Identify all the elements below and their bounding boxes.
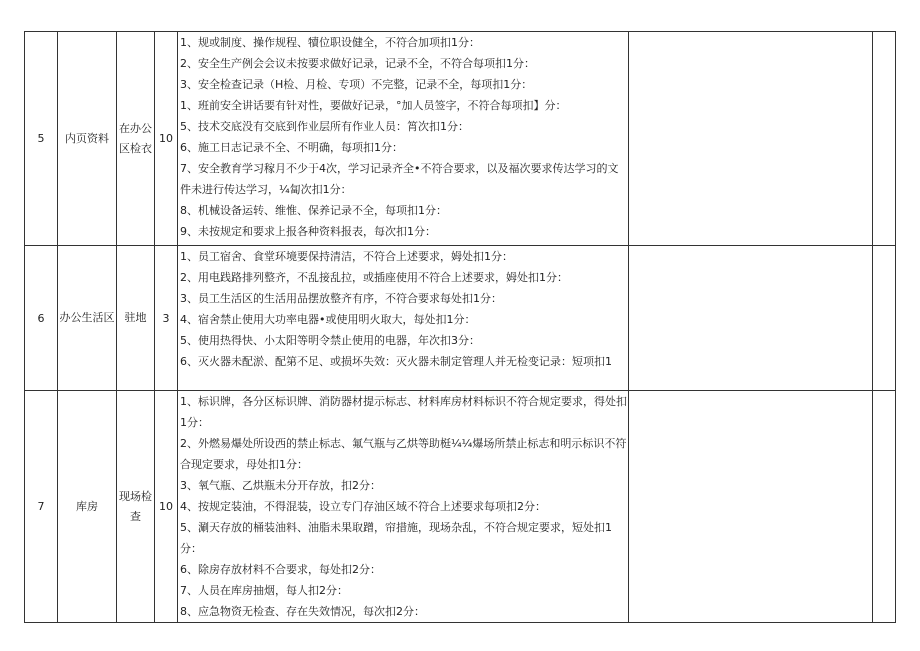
criteria-line: 2、安全生产例会会议未按要求做好记录，记录不全，不符合每项扣1分： bbox=[180, 57, 535, 70]
criteria-line: 1、班前安全讲话要有针对性，要做好记录，°加人员签字，不符合每项扣】分： bbox=[180, 99, 567, 112]
result-cell bbox=[629, 32, 873, 246]
criteria-line: 6、除房存放材料不合要求，每处扣2分： bbox=[180, 563, 381, 576]
criteria-line: 5、技术交底没有交底到作业层所有作业人员：筲次扣1分： bbox=[180, 120, 469, 133]
criteria-line: 4、宿舍禁止使用大功率电器•或使用明火取大，每处扣1分： bbox=[180, 313, 476, 326]
table-row bbox=[25, 246, 896, 391]
criteria-line: 5、涮天存放的桶装油料、油脂未果取蹭，帘措施，现场杂乱，不符合规定要求，短处扣1分： bbox=[180, 521, 612, 555]
inspection-method: 现场检查 bbox=[117, 391, 155, 623]
criteria-line: 3、氧气瓶、乙烘瓶未分开存放，扣2分： bbox=[180, 479, 381, 492]
criteria-line: 1、标识牌，各分区标识牌、消防器材提示标志、材料库房材料标识不符合规定要求，得处扣1分： bbox=[180, 395, 627, 429]
criteria-line: 7、人员在库房抽烟，每人扣2分： bbox=[180, 584, 348, 597]
inspection-item: 办公生活区 bbox=[58, 246, 117, 391]
criteria-line: 3、安全检查记录（H检、月检、专项）不完整，记录不全，每项扣1分： bbox=[180, 78, 533, 91]
criteria-line: 3、员工生活区的生活用品摆放整齐有序，不符合要求每处扣1分： bbox=[180, 292, 502, 305]
criteria-cell bbox=[178, 391, 629, 623]
table-row bbox=[25, 391, 896, 623]
table-row bbox=[25, 32, 896, 246]
criteria-cell bbox=[178, 32, 629, 246]
inspection-method: 在办公区检衣 bbox=[117, 32, 155, 246]
criteria-line: 4、按规定装油，不得混装，设立专门存油区域不符合上述要求每项扣2分： bbox=[180, 500, 546, 513]
result-cell bbox=[629, 391, 873, 623]
row-number: 7 bbox=[25, 391, 58, 623]
score-value: 10 bbox=[155, 391, 178, 623]
remark-cell bbox=[873, 391, 896, 623]
inspection-item: 库房 bbox=[58, 391, 117, 623]
inspection-method: 驻地 bbox=[117, 246, 155, 391]
remark-cell bbox=[873, 246, 896, 391]
criteria-line: 2、用电践路排列整齐，不乱接乱拉，或插座使用不符合上述要求，姆处扣1分： bbox=[180, 271, 568, 284]
criteria-line: 5、使用热得快、小太阳等明令禁止使用的电器，年次扣3分： bbox=[180, 334, 480, 347]
score-value: 10 bbox=[155, 32, 178, 246]
criteria-line: 8、机械设备运转、维惟、保养记录不全，每项扣1分： bbox=[180, 204, 447, 217]
criteria-line: 9、未按规定和要求上报各种资料报表，每次扣1分： bbox=[180, 225, 436, 238]
criteria-line: 1、员工宿舍、食堂环境要保持清洁，不符合上述要求，姆处扣1分： bbox=[180, 250, 513, 263]
criteria-line: 8、应急物资无检查、存在失效情况，每次扣2分： bbox=[180, 605, 425, 618]
criteria-line: 6、灭火器未配淤、配第不足、或损坏失效：灭火器未制定管理人并无检变记录：短项扣1 bbox=[180, 355, 612, 368]
criteria-line: 7、安全教育学习稼月不少于4次，学习记录齐全•不符合要求，以及福次要求传达学习的文件未进行传达学习，¼匐次扣1分： bbox=[180, 162, 619, 196]
inspection-table bbox=[24, 31, 896, 623]
criteria-line: 6、施工日志记录不全、不明确，每项扣1分： bbox=[180, 141, 403, 154]
score-value: 3 bbox=[155, 246, 178, 391]
criteria-line: 2、外燃易爆处所设西的禁止标志、氟气瓶与乙烘等助梃¼¼爆场所禁止标志和明示标识不符合现定要求，母处扣1分： bbox=[180, 437, 627, 471]
row-number: 6 bbox=[25, 246, 58, 391]
remark-cell bbox=[873, 32, 896, 246]
criteria-line: 1、规或制度、操作规程、犢位职设健全，不符合加项扣1分： bbox=[180, 36, 480, 49]
row-number: 5 bbox=[25, 32, 58, 246]
result-cell bbox=[629, 246, 873, 391]
inspection-item: 内页资料 bbox=[58, 32, 117, 246]
criteria-cell bbox=[178, 246, 629, 391]
